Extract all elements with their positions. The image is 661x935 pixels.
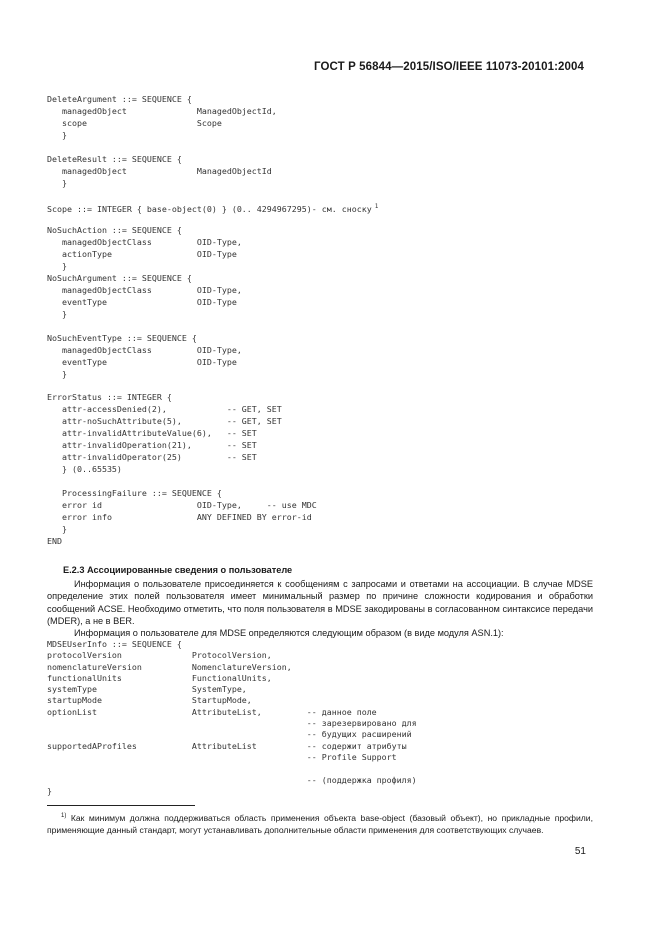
- code-line: managedObjectClass OID-Type,: [47, 285, 242, 295]
- footnote-reference: 1: [374, 203, 379, 211]
- code-line: MDSEUserInfo ::= SEQUENCE {: [47, 639, 182, 649]
- code-line: [47, 190, 378, 202]
- code-line: systemType SystemType,: [47, 684, 247, 695]
- code-line: scope Scope: [47, 117, 222, 128]
- standard-header: ГОСТ Р 56844—2015/ISO/IEEE 11073-20101:2004: [314, 61, 584, 73]
- code-line: }: [47, 261, 67, 272]
- code-line: -- (поддержка профиля): [47, 774, 417, 785]
- code-line: }: [47, 129, 67, 140]
- footnote-separator: [47, 805, 195, 806]
- code-line: }: [47, 368, 67, 379]
- paragraph-2: Информация о пользователе для MDSE определяются следующим образом (в виде модуля ASN.1):: [74, 628, 504, 638]
- code-line: [47, 321, 378, 333]
- code-line: attr-noSuchAttribute(5), -- GET, SET: [47, 416, 282, 427]
- code-line: END: [47, 535, 62, 546]
- code-line: optionList AttributeList, -- данное поле: [47, 706, 377, 717]
- code-line: [47, 213, 378, 225]
- code-line: managedObject ManagedObjectId: [47, 165, 272, 176]
- code-line: -- Profile Support: [47, 751, 397, 762]
- code-line: managedObjectClass OID-Type,: [47, 344, 242, 355]
- code-line: NoSuchAction ::= SEQUENCE {: [47, 225, 182, 236]
- footnote-text: Как минимум должна поддерживаться область применения объекта base-object (базовый объект), но прикладные профили, применяющие данный стандарт, могут устанавливать дополнительные области применения для соответствующих случаев.: [47, 813, 593, 836]
- code-line: [47, 381, 378, 393]
- code-line: DeleteArgument ::= SEQUENCE {: [47, 94, 192, 104]
- code-line: attr-invalidOperator(25) -- SET: [47, 452, 257, 463]
- footnote: [47, 810, 593, 836]
- asn1-userinfo-block: [47, 639, 417, 797]
- code-line: nomenclatureVersion NomenclatureVersion,: [47, 661, 292, 672]
- footnote-mark: 1): [61, 813, 67, 819]
- code-line: eventType OID-Type: [47, 296, 237, 307]
- paragraph-1: Информация о пользователе присоединяется к сообщениям с запросами и ответами на ассоциации. В случае MDSE определение этих полей пользователя имеет минимальный размер по причине сложности кодирования и обработки сообщений ACSE. Необходимо отметить, что поля пользователя в MDSE закодированы в согласованном синтаксисе передачи (MDER), а не в BER.: [47, 579, 593, 627]
- code-line: startupMode StartupMode,: [47, 695, 252, 706]
- code-line: functionalUnits FunctionalUnits,: [47, 672, 272, 683]
- code-line: ProcessingFailure ::= SEQUENCE {: [47, 487, 222, 498]
- code-line: error id OID-Type, -- use MDC: [47, 499, 317, 510]
- code-line: managedObject ManagedObjectId,: [47, 105, 277, 116]
- code-line: [47, 142, 378, 154]
- section-heading: E.2.3 Ассоциированные сведения о пользователе: [63, 565, 293, 575]
- code-line: protocolVersion ProtocolVersion,: [47, 650, 272, 661]
- asn1-code-block: [47, 94, 378, 548]
- code-line: actionType OID-Type: [47, 249, 237, 260]
- code-line: DeleteResult ::= SEQUENCE {: [47, 153, 182, 164]
- page-number: 51: [574, 846, 586, 857]
- code-line: supportedAProfiles AttributeList -- содержит атрибуты: [47, 740, 407, 751]
- code-line: -- будущих расширений: [47, 729, 412, 740]
- code-line: -- зарезервировано для: [47, 718, 417, 729]
- code-line: }: [47, 785, 52, 796]
- code-line: }: [47, 308, 67, 319]
- code-line: NoSuchEventType ::= SEQUENCE {: [47, 332, 197, 343]
- code-line: Scope ::= INTEGER { base-object(0) } (0.. 4294967295)- см. сноску $^1$: [47, 203, 379, 215]
- code-line: } (0..65535): [47, 464, 122, 475]
- code-line: }: [47, 523, 67, 534]
- code-line: }: [47, 177, 67, 188]
- code-line: attr-invalidAttributeValue(6), -- SET: [47, 428, 257, 439]
- code-line: attr-accessDenied(2), -- GET, SET: [47, 404, 282, 415]
- code-line: managedObjectClass OID-Type,: [47, 237, 242, 248]
- code-line: NoSuchArgument ::= SEQUENCE {: [47, 273, 192, 284]
- code-line: ErrorStatus ::= INTEGER {: [47, 392, 172, 403]
- code-line: [47, 763, 417, 774]
- code-line: error info ANY DEFINED BY error-id: [47, 511, 312, 522]
- code-line: attr-invalidOperation(21), -- SET: [47, 440, 257, 451]
- code-line: eventType OID-Type: [47, 356, 237, 367]
- code-line: [47, 476, 378, 488]
